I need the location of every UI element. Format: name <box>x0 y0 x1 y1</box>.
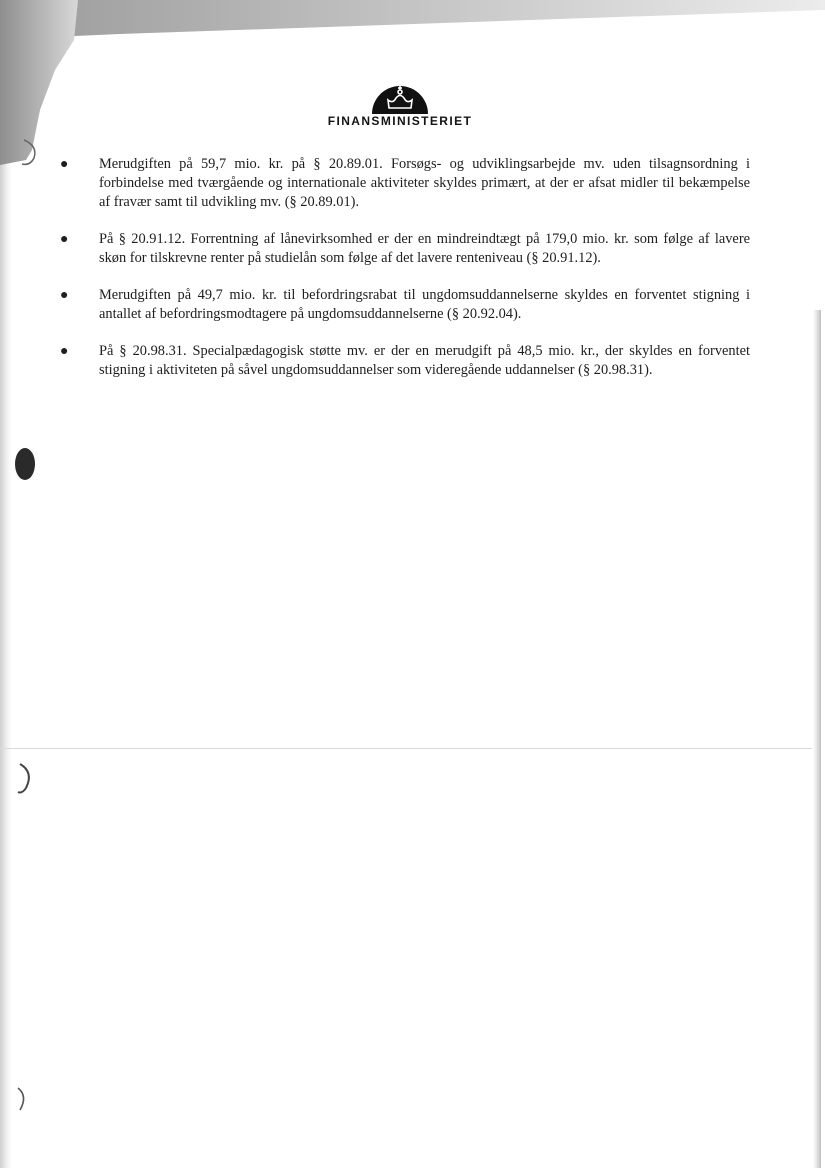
ministry-name: FINANSMINISTERIET <box>327 114 473 128</box>
bullet-text: Merudgiften på 59,7 mio. kr. på § 20.89.01. Forsøgs- og udviklingsarbejde mv. uden tilsagnsordning i forbindelse med tværgående og internationale aktiviteter skyldes primært, at der er afsat midler til bekæmpelse af fravær samt til udvikling mv. (§ 20.89.01). <box>99 156 750 210</box>
scan-edge-top <box>0 0 825 40</box>
bullet-text: Merudgiften på 49,7 mio. kr. til befordringsrabat til ungdomsuddannelserne skyldes en forventet stigning i antallet af befordringsmodtagere på ungdomsuddannelserne (§ 20.92.04). <box>99 287 750 322</box>
bullet-icon: ● <box>60 157 69 172</box>
list-item <box>60 155 750 212</box>
bullet-icon: ● <box>60 288 69 303</box>
list-item <box>60 286 750 324</box>
list-item <box>60 230 750 268</box>
bullet-icon: ● <box>60 232 69 247</box>
bullet-list <box>60 155 750 398</box>
punch-hole-mark <box>14 760 38 796</box>
scan-fold-corner <box>0 0 80 170</box>
bullet-icon: ● <box>60 344 69 359</box>
bullet-text: På § 20.91.12. Forrentning af lånevirksomhed er der en mindreindtægt på 179,0 mio. kr. som følge af lavere skøn for tilskrevne renter på studielån som følge af det lavere renteniveau (§ 20.91.12). <box>99 231 750 266</box>
fold-line <box>0 748 812 749</box>
bullet-text: På § 20.98.31. Specialpædagogisk støtte mv. er der en merudgift på 48,5 mio. kr., der skyldes en forventet stigning i aktiviteten på såvel ungdomsuddannelser som videregående uddannelser (§ 20.98.31). <box>99 343 750 378</box>
scan-edge-left <box>0 0 12 1168</box>
punch-hole <box>14 446 36 482</box>
crown-icon <box>371 80 429 114</box>
scan-edge-right <box>813 310 821 1168</box>
punch-hole-mark <box>14 1086 32 1114</box>
list-item <box>60 342 750 380</box>
